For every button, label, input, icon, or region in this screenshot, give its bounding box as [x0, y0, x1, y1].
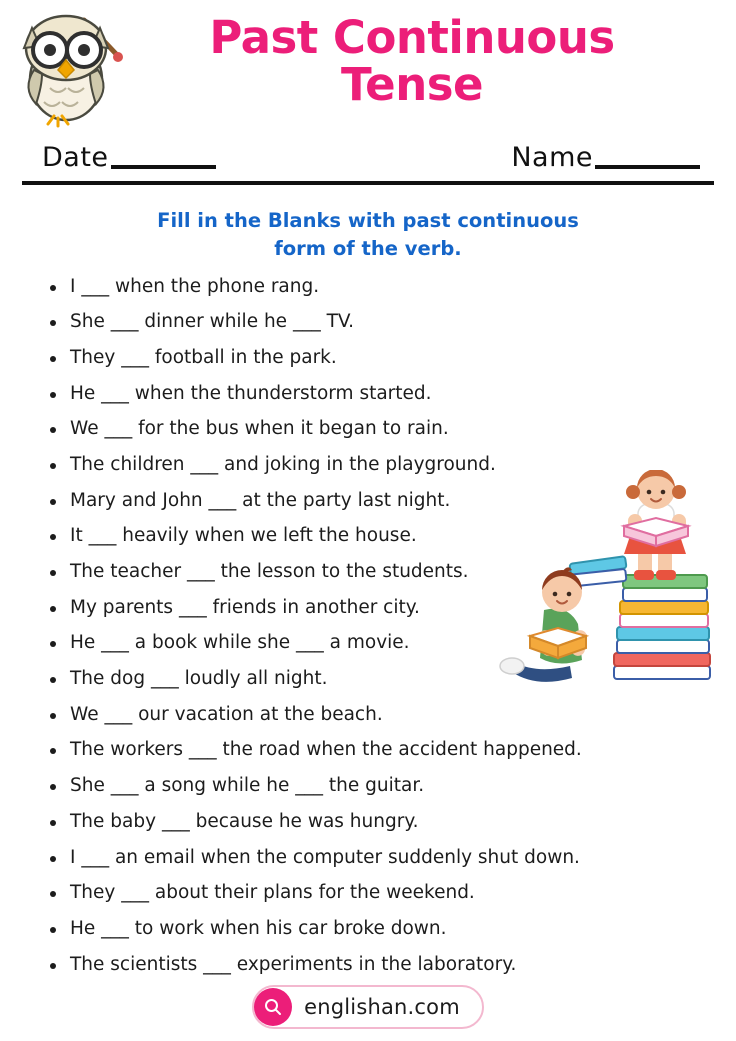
instruction-text: [108, 207, 628, 264]
date-field[interactable]: [42, 142, 216, 173]
search-icon: [254, 988, 292, 1026]
list-item: The workers ___ the road when the accident happened.: [44, 741, 722, 760]
meta-row: [14, 142, 722, 173]
list-item: The scientists ___ experiments in the laboratory.: [44, 956, 722, 975]
list-item: I ___ when the phone rang.: [44, 278, 722, 297]
list-item: They ___ about their plans for the weekend.: [44, 884, 722, 903]
list-item: I ___ an email when the computer suddenly shut down.: [44, 849, 722, 868]
page-title: [132, 8, 722, 112]
list-item: My parents ___ friends in another city.: [44, 599, 722, 618]
list-item: The dog ___ loudly all night.: [44, 670, 722, 689]
list-item: He ___ to work when his car broke down.: [44, 920, 722, 939]
list-item: We ___ for the bus when it began to rain.: [44, 420, 722, 439]
list-item: They ___ football in the park.: [44, 349, 722, 368]
list-item: He ___ when the thunderstorm started.: [44, 385, 722, 404]
footer: [0, 985, 736, 1029]
list-item: She ___ dinner while he ___ TV.: [44, 313, 722, 332]
title-line-1: Past Continuous: [209, 11, 615, 64]
name-field[interactable]: [511, 142, 700, 173]
list-item: The children ___ and joking in the playground.: [44, 456, 722, 475]
name-write-line[interactable]: [595, 159, 700, 169]
worksheet-header: [14, 0, 722, 128]
name-label: Name: [511, 142, 593, 173]
date-write-line[interactable]: [111, 159, 216, 169]
instruction-line-2: form of the verb.: [274, 237, 462, 261]
title-line-2: Tense: [340, 58, 484, 112]
site-badge[interactable]: [252, 985, 484, 1029]
question-list: [14, 275, 722, 975]
list-item: It ___ heavily when we left the house.: [44, 527, 722, 546]
list-item: Mary and John ___ at the party last night.: [44, 492, 722, 511]
site-url: englishan.com: [304, 995, 460, 1019]
header-divider: [22, 181, 714, 185]
date-label: Date: [42, 142, 109, 173]
list-item: He ___ a book while she ___ a movie.: [44, 634, 722, 653]
instruction-line-1: Fill in the Blanks with past continuous: [157, 209, 579, 232]
list-item: The teacher ___ the lesson to the students.: [44, 563, 722, 582]
list-item: We ___ our vacation at the beach.: [44, 706, 722, 725]
list-item: The baby ___ because he was hungry.: [44, 813, 722, 832]
list-item: She ___ a song while he ___ the guitar.: [44, 777, 722, 796]
owl-icon: [14, 8, 132, 128]
